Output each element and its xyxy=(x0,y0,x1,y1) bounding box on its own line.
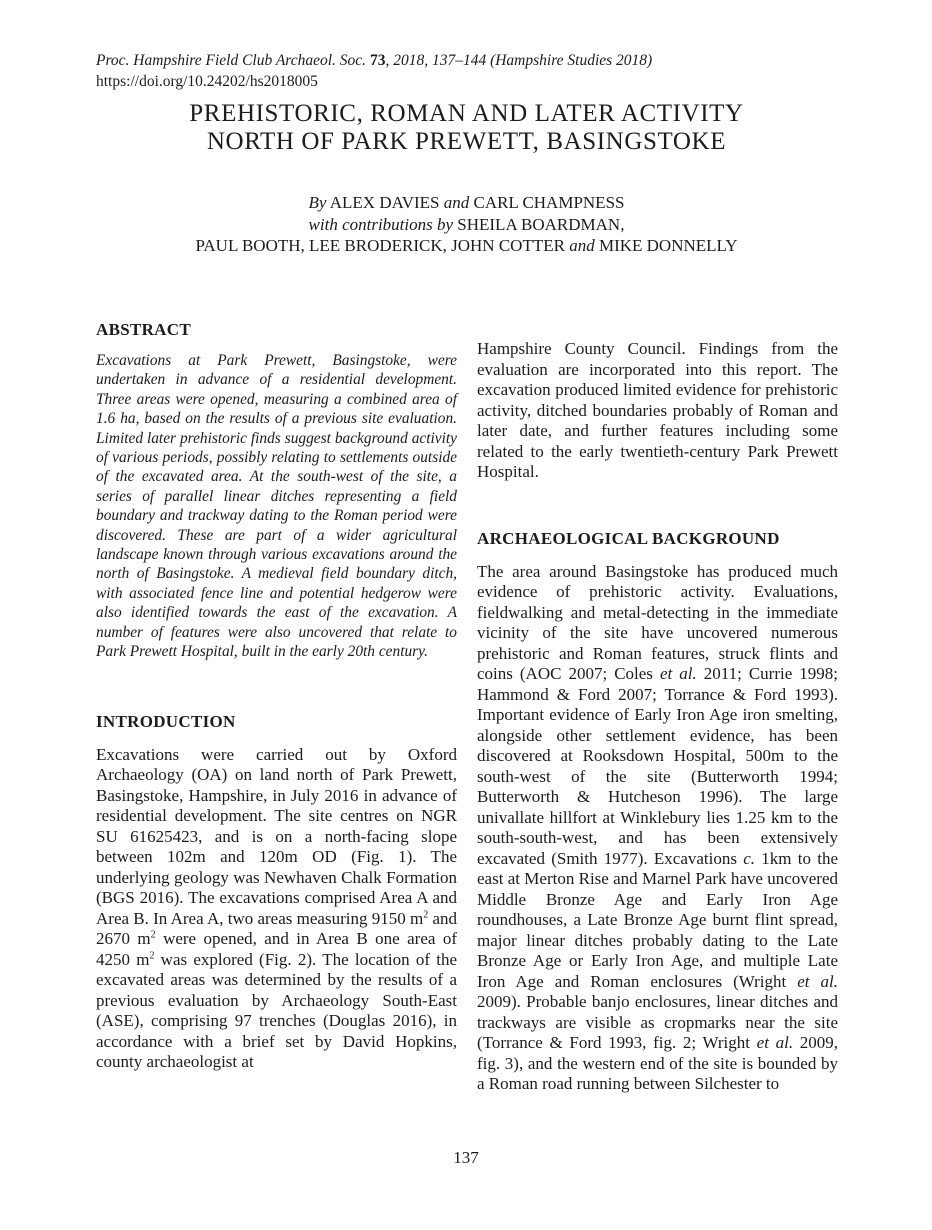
authors-line-3 xyxy=(96,235,837,257)
introduction-continued: Hampshire County Council. Findings from the evaluation are incorporated into this report. The excavation produced limited evidence for prehistoric activity, ditched boundaries probably of Roman and later date, and further features including some related to the early twentieth-century Park Prewett Hospital. xyxy=(477,339,838,481)
circa: c. xyxy=(743,848,756,868)
et-al: et al. xyxy=(797,971,838,991)
superscript: 2 xyxy=(423,908,429,920)
contributors-list: PAUL BOOTH, LEE BRODERICK, JOHN COTTER xyxy=(195,236,565,255)
introduction-paragraph xyxy=(96,745,457,1073)
bg-text-1: The area around Basingstoke has produced much evidence of prehistoric activity. Evaluations, fieldwalking and metal-detecting in the immediate vicinity of the site have uncovered numerous prehistoric and Roman features, struck flints and coins (AOC 2007; Coles xyxy=(477,561,838,683)
et-al: et al. xyxy=(756,1033,794,1052)
journal-volume: 73 xyxy=(369,52,386,69)
background-heading: ARCHAEOLOGICAL BACKGROUND xyxy=(477,528,780,548)
intro-text-2: and 2670 m xyxy=(96,908,457,948)
intro-text-1: Excavations were carried out by Oxford Archaeology (OA) on land north of Park Prewett, Basingstoke, Hampshire, in July 2016 in advance of residential development. The site centres on NGR SU 61625423, and is on a north-facing slope between 102m and 120m OD (Fig. 1). The underlying geology was Newhaven Chalk Formation (BGS 2016). The excavations comprised Area A and Area B. In Area A, two areas measuring 9150 m xyxy=(96,744,457,928)
intro-text-3: were opened, and in Area B one area of 4250 m xyxy=(96,929,457,969)
abstract-text: Excavations at Park Prewett, Basingstoke, were undertaken in advance of a residential development. Three areas were opened, measuring a combined area of 1.6 ha, based on the results of a previous site evaluation. Limited later prehistoric finds suggest background activity of various periods, possibly relating to settlements outside of the excavated area. At the south-west of the site, a series of parallel linear ditches representing a field boundary and trackway dating to the Roman period were discovered. These are part of a wider agricultural landscape known through various excavations around the north of Basingstoke. A medieval field boundary ditch, with associated fence line and potential hedgerow were also identified towards the east of the excavation. A number of features were also uncovered that relate to Park Prewett Hospital, built in the early 20th century. xyxy=(96,352,457,661)
et-al: et al. xyxy=(659,664,697,683)
author-block xyxy=(96,192,837,257)
title-line-1: PREHISTORIC, ROMAN AND LATER ACTIVITY xyxy=(189,100,744,127)
contributions-label: with contributions by xyxy=(308,214,454,234)
doi-link[interactable]: https://doi.org/10.24202/hs2018005 xyxy=(96,73,318,90)
journal-details: , 2018, 137–144 (Hampshire Studies 2018) xyxy=(385,52,653,69)
contributor-last: MIKE DONNELLY xyxy=(598,236,738,255)
and-label: and xyxy=(443,193,470,212)
authors-line-2 xyxy=(96,214,837,236)
authors-line-1 xyxy=(96,192,837,214)
journal-citation xyxy=(96,50,856,71)
author-2: CARL CHAMPNESS xyxy=(473,193,625,212)
bg-text-3: 1km to the east at Merton Rise and Marnel Park have uncovered Middle Bronze Age and Early Iron Age roundhouses, a Late Bronze Age burnt flint spread, major linear ditches probably dating to the Late Bronze Age or Early Iron Age, and multiple Late Iron Age and Roman enclosures (Wright xyxy=(477,848,838,991)
background-paragraph xyxy=(477,562,838,1095)
title-line-2: NORTH OF PARK PREWETT, BASINGSTOKE xyxy=(206,128,727,155)
bg-text-4: 2009). Probable banjo enclosures, linear ditches and trackways are visible as cropmarks near the site (Torrance & Ford 1993, fig. 2; Wright xyxy=(477,992,838,1052)
intro-text-4: was explored (Fig. 2). The location of the excavated areas was determined by the results of a previous evaluation by Archaeology South-East (ASE), comprising 97 trenches (Douglas 2016), in accordance with a brief set by David Hopkins, county archaeologist at xyxy=(96,949,457,1071)
by-label: By xyxy=(308,193,327,212)
abstract-heading: ABSTRACT xyxy=(96,320,191,339)
right-column xyxy=(477,320,838,1095)
author-1: ALEX DAVIES xyxy=(329,193,440,212)
superscript: 2 xyxy=(149,949,155,961)
contributor-1: SHEILA BOARDMAN, xyxy=(457,214,625,234)
and-label-2: and xyxy=(569,236,595,255)
superscript: 2 xyxy=(150,929,156,941)
introduction-heading: INTRODUCTION xyxy=(96,711,236,731)
bg-text-2: 2011; Currie 1998; Hammond & Ford 2007; Torrance & Ford 1993). Important evidence of Early Iron Age iron smelting, alongside other settlement evidence, has been discovered at Rooksdown Hospital, 500m to the south-west of the site (Butterworth 1994; Butterworth & Hutcheson 1996). The large univallate hillfort at Winklebury lies 1.25 km to the south-south-west, and has been extensively excavated (Smith 1977). Excavations xyxy=(477,664,839,868)
left-column xyxy=(96,320,457,1073)
journal-name: Proc. Hampshire Field Club Archaeol. Soc. xyxy=(96,52,367,69)
journal-header xyxy=(96,50,856,92)
bg-text-5: 2009, fig. 3), and the western end of the site is bounded by a Roman road running between Silchester to xyxy=(477,1033,839,1093)
page-number: 137 xyxy=(453,1148,479,1167)
article-title xyxy=(96,100,837,156)
